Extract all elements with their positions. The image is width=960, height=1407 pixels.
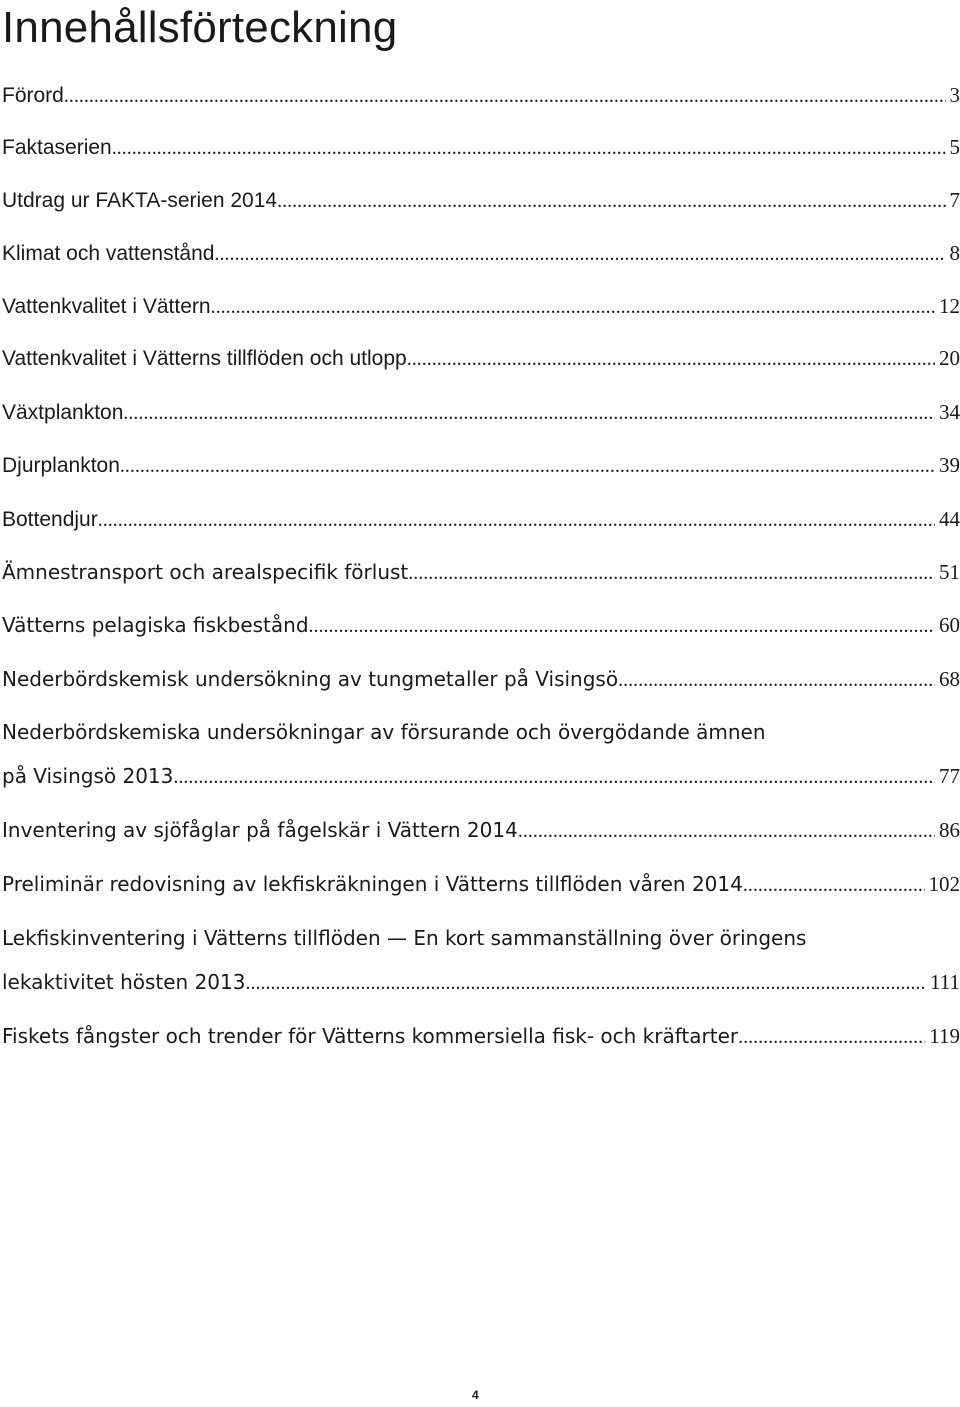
leader-dots [408, 557, 935, 588]
toc-entry-label: Växtplankton [2, 401, 124, 424]
toc-entry-lekfiskinventering-line1[interactable] [2, 923, 960, 953]
toc-entry-label: Bottendjur [2, 508, 98, 531]
toc-entry-vaxtplankton[interactable] [2, 397, 960, 428]
toc-entry-label: Inventering av sjöfåglar på fågelskär i Vättern 2014 [2, 818, 518, 842]
toc-entry-fiskets-fangster[interactable] [2, 1021, 960, 1052]
toc-entry-label: lekaktivitet hösten 2013 [2, 970, 246, 994]
toc-entry-tungmetaller[interactable] [2, 664, 960, 695]
footer-page-number: 4 [472, 1388, 479, 1402]
leader-dots [738, 1021, 925, 1052]
toc-entry-pelagiska[interactable] [2, 610, 960, 641]
toc-entry-label: Vattenkvalitet i Vättern [2, 295, 211, 318]
leader-dots [98, 505, 935, 535]
leader-dots [173, 761, 935, 792]
leader-dots [112, 133, 946, 163]
toc-entry-label: på Visingsö 2013 [2, 764, 174, 788]
leader-dots [120, 451, 935, 481]
toc-page-number: 5 [949, 135, 960, 159]
toc-entry-label: Faktaserien [2, 136, 112, 159]
toc-entry-bottendjur[interactable] [2, 504, 960, 535]
page-title: Innehållsförteckning [2, 3, 398, 52]
toc-page-number: 12 [939, 294, 960, 318]
toc-entry-djurplankton[interactable] [2, 450, 960, 481]
toc-entry-forsurande-line1[interactable] [2, 717, 960, 747]
leader-dots [211, 292, 935, 322]
leader-dots [277, 186, 945, 216]
toc-page-number: 44 [939, 507, 960, 531]
toc-entry-tillfloden[interactable] [2, 343, 960, 374]
toc-entry-label: Nederbördskemisk undersökning av tungmetaller på Visingsö [2, 667, 619, 691]
toc-page-number: 3 [949, 83, 960, 107]
leader-dots [518, 815, 935, 846]
leader-dots [64, 81, 946, 111]
toc-page-number: 34 [939, 400, 960, 424]
toc-entry-klimat[interactable] [2, 238, 960, 269]
toc-page-number: 60 [939, 613, 960, 637]
leader-dots [123, 398, 935, 428]
toc-entry-label: Vattenkvalitet i Vätterns tillflöden och utlopp [2, 347, 407, 370]
toc-entry-label: Förord [2, 84, 64, 107]
toc-entry-vattenkvalitet[interactable] [2, 291, 960, 322]
toc-entry-label: Klimat och vattenstånd [2, 242, 215, 265]
leader-dots [618, 664, 935, 695]
toc-entry-forsurande[interactable] [2, 761, 960, 792]
toc-entry-label: Vätterns pelagiska fiskbestånd [2, 613, 309, 637]
toc-page-number: 68 [939, 667, 960, 691]
toc-entry-amnestransport[interactable] [2, 557, 960, 588]
toc-page-number: 86 [939, 818, 960, 842]
toc-page-number: 8 [949, 241, 960, 265]
toc-page-number: 119 [929, 1024, 960, 1048]
toc-entry-label: Djurplankton [2, 454, 120, 477]
toc-page-number: 51 [939, 560, 960, 584]
toc-entry-label: Ämnestransport och arealspecifik förlust [2, 560, 409, 584]
toc-page-number: 39 [939, 453, 960, 477]
toc-page-number: 111 [930, 970, 960, 994]
toc-entry-lekfiskinventering[interactable] [2, 967, 960, 998]
toc-page-number: 20 [939, 346, 960, 370]
toc-page-number: 7 [949, 188, 960, 212]
toc-entry-label: Utdrag ur FAKTA-serien 2014 [2, 189, 278, 212]
leader-dots [407, 344, 935, 374]
toc-entry-utdrag[interactable] [2, 185, 960, 216]
leader-dots [309, 610, 935, 641]
toc-page-number: 77 [939, 764, 960, 788]
toc-entry-forord[interactable] [2, 80, 960, 111]
toc-entry-label: Preliminär redovisning av lekfiskräkningen i Vätterns tillflöden våren 2014 [2, 872, 743, 896]
toc-entry-label: Nederbördskemiska undersökningar av försurande och övergödande ämnen [2, 720, 766, 744]
toc-entry-lekfiskrakningen[interactable] [2, 869, 960, 900]
leader-dots [245, 967, 926, 998]
toc-page-number: 102 [928, 872, 960, 896]
toc-entry-sjofaglar[interactable] [2, 815, 960, 846]
leader-dots [743, 869, 925, 900]
toc-entry-label: Fiskets fångster och trender för Vätterns kommersiella fisk- och kräftarter [2, 1024, 739, 1048]
toc-entry-faktaserien[interactable] [2, 132, 960, 163]
leader-dots [214, 239, 945, 269]
toc-entry-label: Lekfiskinventering i Vätterns tillflöden — En kort sammanställning över öringens [2, 926, 807, 950]
